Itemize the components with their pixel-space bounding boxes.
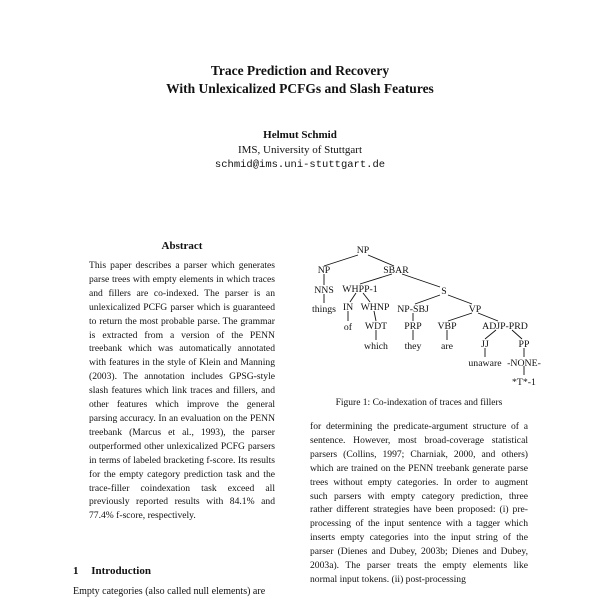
right-column-text: for determining the predicate-argument structure of a sentence. However, most broad-coverage statistical parsers (Collins, 1997; Charniak, 2000, and others) which are trained on the PENN treebank generate parse trees without empty categories. In order to augment such parsers with empty category prediction, three rather different strategies have been proposed: (i) pre-processing of the input sentence with a tagger which inserts empty categories into the input string of the parser (Dienes and Dubey, 2003b; Dienes and Dubey, 2003a). The parser treats the empty elements like normal input tokens. (ii) post-processing [310, 421, 528, 585]
node-sbar: SBAR [383, 265, 409, 276]
node-prp: PRP [404, 321, 422, 332]
tree-edges [324, 255, 524, 375]
node-np-root: NP [356, 245, 370, 256]
leaf-which: which [364, 341, 388, 352]
node-pp: PP [518, 339, 530, 350]
author-affiliation: IMS, University of Stuttgart [237, 144, 363, 156]
edge-s-npsbj [415, 295, 440, 304]
leaf-things: things [312, 304, 336, 315]
leaf-trace: *T*-1 [512, 377, 536, 388]
title-line-2: With Unlexicalized PCFGs and Slash Features [166, 81, 434, 96]
author-name: Helmut Schmid [263, 129, 337, 141]
node-vp: VP [468, 304, 482, 315]
leaf-unaware: unaware [468, 358, 502, 369]
node-npsbj: NP-SBJ [397, 304, 429, 315]
node-nns: NNS [314, 285, 334, 296]
abstract-text: This paper describes a parser which generates parse trees with empty elements in which traces and fillers are co-indexed. The parser is an unlexicalized PCFG parser which is guaranteed to return the most probable parse. The grammar is extracted from a version of the PENN treebank which was automatically annotated with features in the style of Klein and Manning (2003). The annotation includes GPSG-style slash features which link traces and fillers, and other features which improve the general parsing accuracy. In an evaluation on the PENN treebank (Marcus et al., 1993), the parser outperformed other unlexicalized PCFG parsers in terms of labeled bracketing f-score. Its results for the empty category prediction task and the trace-filler coindexation task exceed all previously reported results with 84.1% and 77.4% f-score, respectively. [89, 260, 275, 522]
section-heading [73, 565, 151, 577]
section-title: Introduction [91, 565, 151, 577]
figure-caption: Figure 1: Co-indexation of traces and fillers [335, 398, 503, 408]
tree-labels [312, 245, 541, 388]
node-jj: JJ [481, 339, 489, 350]
node-whpp: WHPP-1 [342, 284, 378, 295]
section-number: 1 [73, 565, 79, 577]
leaf-are: are [441, 341, 453, 352]
node-none: -NONE- [507, 358, 541, 369]
parse-tree-figure [300, 240, 560, 390]
leaf-they: they [404, 341, 422, 352]
node-vbp: VBP [437, 321, 457, 332]
leaf-of: of [343, 322, 353, 333]
abstract-heading: Abstract [161, 240, 203, 252]
edge-s-vp [448, 295, 472, 304]
node-wdt: WDT [364, 321, 388, 332]
node-np: NP [317, 265, 331, 276]
node-s: S [441, 286, 447, 297]
node-in: IN [342, 302, 354, 313]
title-line-1: Trace Prediction and Recovery [210, 63, 390, 78]
node-whnp: WHNP [360, 302, 390, 313]
author-email: schmid@ims.uni-stuttgart.de [214, 159, 386, 171]
intro-text: Empty categories (also called null elements) are [73, 586, 266, 597]
node-adjp: ADJP-PRD [482, 321, 528, 332]
